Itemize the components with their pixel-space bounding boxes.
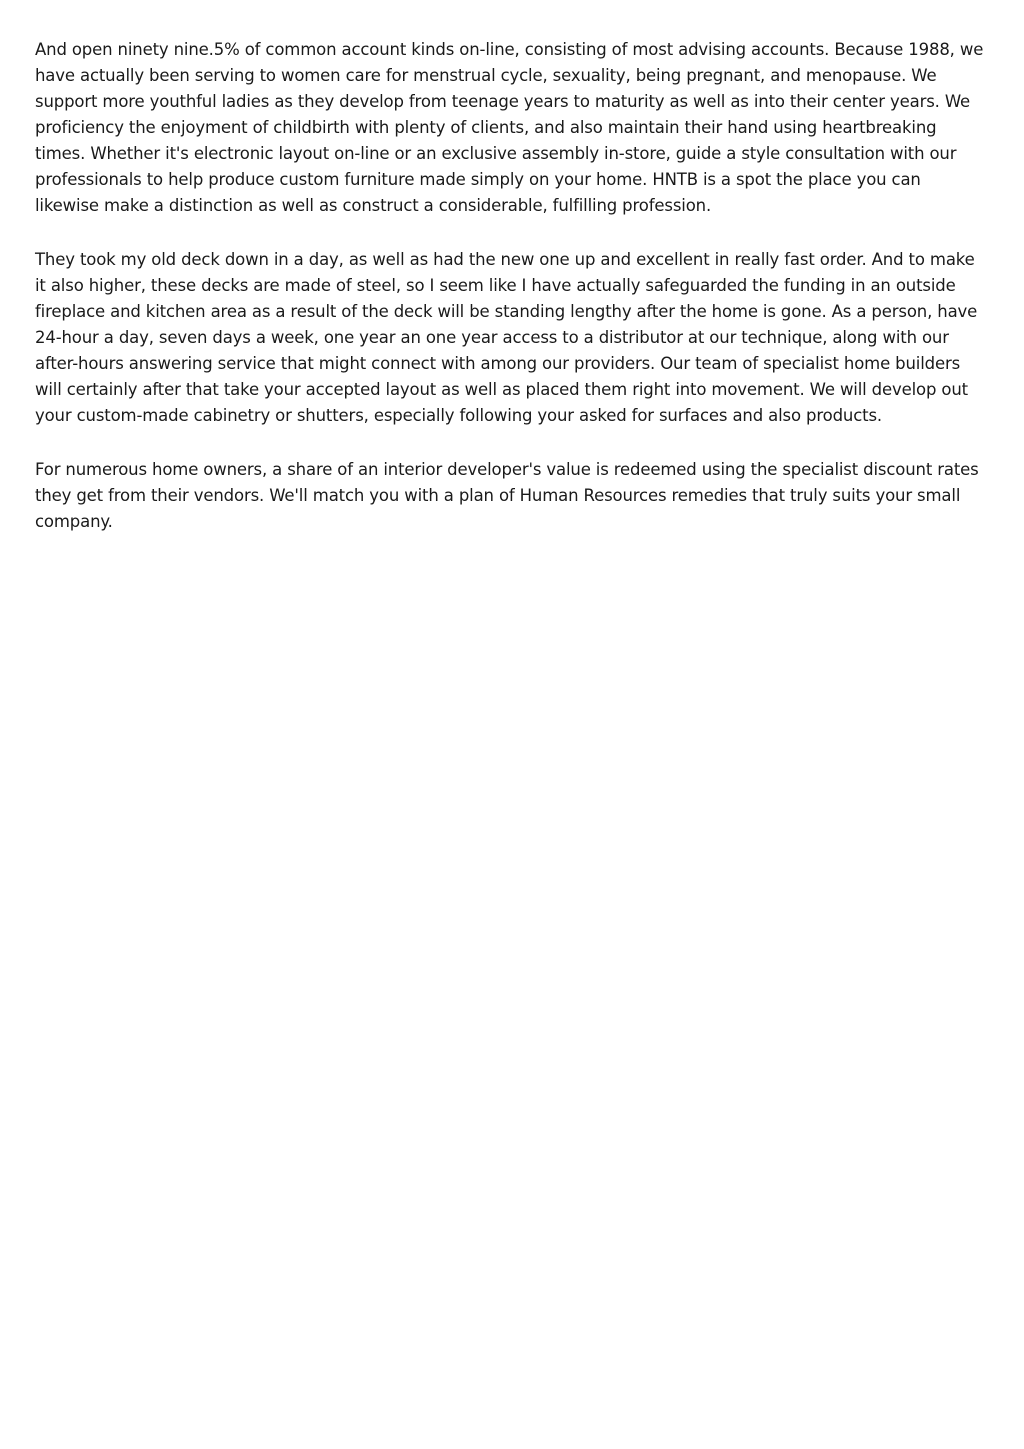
paragraph-3: For numerous home owners, a share of an interior developer's value is redeemed using the specialist discount rates they get from their vendors. We'll match you with a plan of Human Resources remedies that truly suits your small company. <box>35 460 979 531</box>
paragraph-1: And open ninety nine.5% of common account kinds on-line, consisting of most advising accounts. Because 1988, we have actually been serving to women care for menstrual cycle, sexuality, being pregnant, and menopause. We support more youthful ladies as they develop from teenage years to maturity as well as into their center years. We proficiency the enjoyment of childbirth with plenty of clients, and also maintain their hand using heartbreaking times. Whether it's electronic layout on-line or an exclusive assembly in-store, guide a style consultation with our professionals to help produce custom furniture made simply on your home. HNTB is a spot the place you can likewise make a distinction as well as construct a considerable, fulfilling profession. <box>35 40 984 215</box>
document-page <box>35 37 989 563</box>
paragraph-2: They took my old deck down in a day, as well as had the new one up and excellent in really fast order. And to make it also higher, these decks are made of steel, so I seem like I have actually safeguarded the funding in an outside fireplace and kitchen area as a result of the deck will be standing lengthy after the home is gone. As a person, have 24-hour a day, seven days a week, one year an one year access to a distributor at our technique, along with our after-hours answering service that might connect with among our providers. Our team of specialist home builders will certainly after that take your accepted layout as well as placed them right into movement. We will develop out your custom-made cabinetry or shutters, especially following your asked for surfaces and also products. <box>35 250 978 425</box>
